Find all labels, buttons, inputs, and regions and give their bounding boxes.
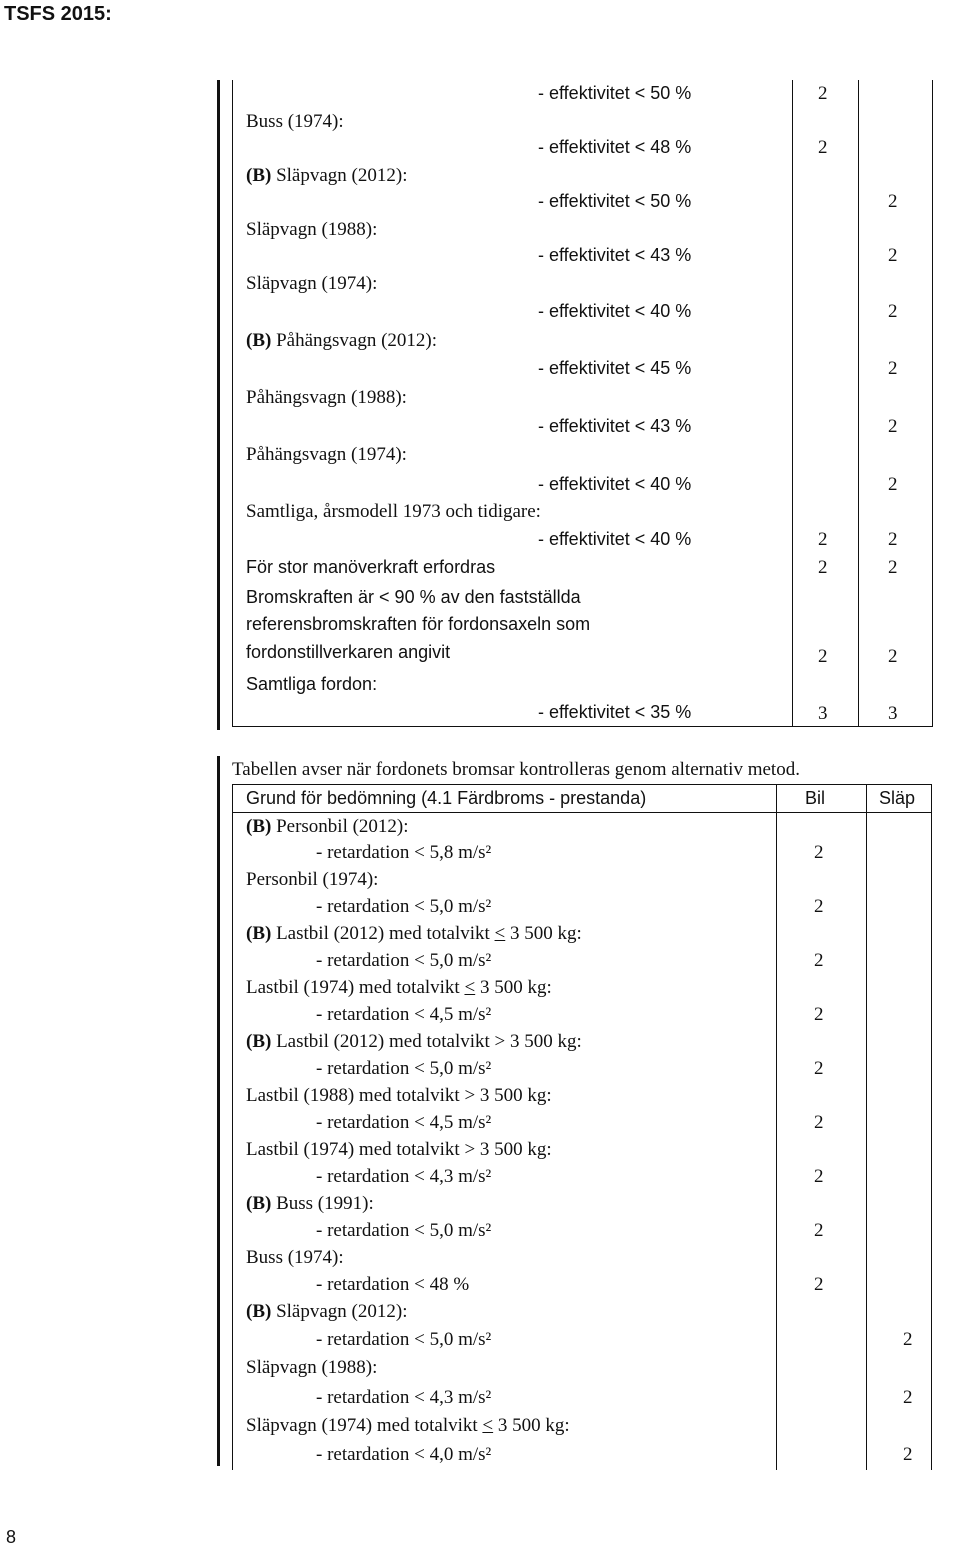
t2-label-text: Buss (1974):	[246, 1247, 344, 1268]
t1-manover-text: För stor manöverkraft erfordras	[246, 557, 496, 577]
t1-row-slap-value: 2	[888, 474, 898, 495]
t1-label-text: Påhängsvagn (1974):	[246, 444, 407, 465]
t1-row-criterion: - effektivitet < 40 %	[538, 474, 692, 494]
t1-row-bil-value: 2	[818, 83, 828, 104]
t2-criterion-text: - retardation < 4,5	[316, 1112, 454, 1133]
t1-row-criterion: - effektivitet < 40 %	[538, 301, 692, 321]
t2-criterion-text: - retardation < 5,0	[316, 896, 454, 917]
t1-bil-border	[792, 80, 793, 727]
t1-label-text: Påhängsvagn (1988):	[246, 387, 407, 408]
t2-unit-sup: ²	[485, 1058, 492, 1079]
t2-b-marker: (B)	[246, 1301, 272, 1322]
t1-samtliga-slap: 3	[888, 703, 898, 724]
t1-bromskraft-line: Bromskraften är < 90 % av den fastställda	[246, 587, 581, 607]
t2-label-text: Släpvagn (2012):	[276, 1301, 408, 1322]
t2-header-grund: Grund för bedömning (4.1 Färdbroms - prestanda)	[246, 788, 647, 808]
t2-unit: m/s	[458, 1387, 486, 1408]
t2-row-slap-value: 2	[903, 1444, 913, 1465]
t2-row-criterion	[316, 1167, 491, 1186]
t2-row-label	[246, 978, 552, 997]
t2-b-marker: (B)	[246, 1193, 272, 1214]
t1-label-text: Släpvagn (1988):	[246, 219, 378, 240]
leq-symbol: <	[494, 923, 506, 944]
t2-unit: m/s	[458, 1444, 486, 1465]
t1-manover-bil: 2	[818, 557, 828, 578]
t2-row-label	[246, 1086, 552, 1105]
t1-samtliga-bil: 3	[818, 703, 828, 724]
t1-row-criterion: - effektivitet < 50 %	[538, 83, 692, 103]
t2-row-criterion	[316, 843, 491, 862]
t2-unit-sup: ²	[485, 1004, 492, 1025]
t1-bromskraft-line: referensbromskraften för fordonsaxeln som	[246, 614, 591, 634]
t2-row-bil-value: 2	[814, 1112, 824, 1133]
t2-row-label	[246, 924, 582, 943]
t2-criterion-text: - retardation < 5,0	[316, 950, 454, 971]
t2-unit: m/s	[458, 1058, 486, 1079]
t2-row-criterion	[316, 1221, 491, 1240]
t2-left-border	[232, 784, 233, 1470]
t1-row-criterion: - effektivitet < 40 %	[538, 529, 692, 549]
t2-b-marker: (B)	[246, 923, 272, 944]
t1-row-criterion: - effektivitet < 45 %	[538, 358, 692, 378]
t1-row-label	[246, 388, 407, 407]
t2-row-bil-value: 2	[814, 842, 824, 863]
t2-label-text: Lastbil (2012) med totalvikt	[276, 923, 490, 944]
t2-header-bil: Bil	[805, 788, 826, 808]
t2-label-text: Personbil (2012):	[276, 816, 409, 837]
t2-unit-sup: ²	[485, 1329, 492, 1350]
t1-row-slap-value: 2	[888, 301, 898, 322]
t2-bil-border	[776, 784, 777, 1470]
leq-symbol: <	[482, 1415, 494, 1436]
t2-row-bil-value: 2	[814, 896, 824, 917]
leq-symbol: <	[464, 977, 476, 998]
t2-row-label	[246, 1032, 582, 1051]
t1-label-text: Släpvagn (1974):	[246, 273, 378, 294]
t2-label-text: Lastbil (1974) med totalvikt > 3 500 kg:	[246, 1139, 552, 1160]
t2-row-bil-value: 2	[814, 1274, 824, 1295]
t1-row-label	[246, 220, 377, 239]
t2-unit: m/s	[458, 950, 486, 971]
t2-unit: m/s	[458, 842, 486, 863]
t1-row-criterion: - effektivitet < 48 %	[538, 137, 692, 157]
t2-row-slap-value: 2	[903, 1387, 913, 1408]
t2-row-criterion	[316, 1113, 491, 1132]
t1-samtliga-criterion: - effektivitet < 35 %	[538, 702, 692, 722]
t1-row-criterion: - effektivitet < 43 %	[538, 416, 692, 436]
t1-row-bil-value: 2	[818, 137, 828, 158]
t2-row-label	[246, 1194, 374, 1213]
t2-label-tail: 3 500 kg:	[475, 977, 552, 998]
t2-label-text: Lastbil (1974) med totalvikt	[246, 977, 460, 998]
t2-row-criterion	[316, 1059, 491, 1078]
t2-row-criterion	[316, 897, 491, 916]
t2-label-text: Lastbil (1988) med totalvikt > 3 500 kg:	[246, 1085, 552, 1106]
t1-row-bil-value: 2	[818, 529, 828, 550]
revision-bar-top	[217, 80, 220, 730]
t2-unit: m/s	[458, 896, 486, 917]
t2-row-bil-value: 2	[814, 1004, 824, 1025]
t1-row-label	[246, 502, 541, 521]
page-header-title: TSFS 2015:	[4, 3, 112, 25]
t2-header-bottom-border	[232, 812, 932, 813]
t1-b-marker: (B)	[246, 165, 272, 186]
t2-label-text: Släpvagn (1988):	[246, 1357, 378, 1378]
t2-row-bil-value: 2	[814, 1058, 824, 1079]
t1-row-label	[246, 445, 407, 464]
t1-left-border	[232, 80, 233, 727]
t2-b-marker: (B)	[246, 816, 272, 837]
t2-criterion-text: - retardation < 5,0	[316, 1329, 454, 1350]
t2-criterion-text: - retardation < 5,0	[316, 1220, 454, 1241]
t2-row-label	[246, 1248, 344, 1267]
t2-row-criterion	[316, 1388, 491, 1407]
t2-right-border	[931, 784, 932, 1470]
t2-criterion-text: - retardation < 5,0	[316, 1058, 454, 1079]
t2-label-text: Personbil (1974):	[246, 869, 379, 890]
t1-label-text: Släpvagn (2012):	[276, 165, 408, 186]
t2-row-criterion	[316, 1005, 491, 1024]
t2-label-text: Buss (1991):	[276, 1193, 374, 1214]
t2-unit-sup: ²	[485, 950, 492, 971]
t2-label-tail: 3 500 kg:	[493, 1415, 570, 1436]
t1-bottom-border	[232, 726, 933, 727]
t2-unit-sup: ²	[485, 1166, 492, 1187]
t1-slap-border	[858, 80, 859, 727]
t2-unit: m/s	[458, 1166, 486, 1187]
t2-row-bil-value: 2	[814, 950, 824, 971]
t2-criterion-text: - retardation < 4,5	[316, 1004, 454, 1025]
t1-row-slap-value: 2	[888, 529, 898, 550]
t2-criterion-text: - retardation < 4,3	[316, 1166, 454, 1187]
t1-row-slap-value: 2	[888, 191, 898, 212]
t2-row-label	[246, 1358, 377, 1377]
t2-slap-border	[866, 784, 867, 1470]
t2-row-criterion	[316, 951, 491, 970]
t1-row-criterion: - effektivitet < 43 %	[538, 245, 692, 265]
t2-unit-sup: ²	[485, 896, 492, 917]
t1-row-slap-value: 2	[888, 416, 898, 437]
t1-bromskraft-line: fordonstillverkaren angivit	[246, 642, 451, 662]
t1-row-slap-value: 2	[888, 245, 898, 266]
t2-criterion-text: - retardation < 5,8	[316, 842, 454, 863]
t2-unit: m/s	[458, 1220, 486, 1241]
t1-manover-slap: 2	[888, 557, 898, 578]
t2-unit-sup: ²	[485, 1444, 492, 1465]
t1-label-text: Buss (1974):	[246, 111, 344, 132]
t1-samtliga-label: Samtliga fordon:	[246, 674, 378, 694]
t2-unit-sup: ²	[485, 1112, 492, 1133]
t2-row-label	[246, 870, 378, 889]
t2-unit: m/s	[458, 1112, 486, 1133]
t2-b-marker: (B)	[246, 1031, 272, 1052]
t1-right-border	[932, 80, 933, 727]
t2-row-label	[246, 817, 409, 836]
t1-bromskraft-slap: 2	[888, 646, 898, 667]
t2-row-bil-value: 2	[814, 1220, 824, 1241]
t2-criterion-text: - retardation < 48 %	[316, 1274, 470, 1295]
table-caption: Tabellen avser när fordonets bromsar kontrolleras genom alternativ metod.	[232, 759, 800, 780]
page-number: 8	[6, 1527, 17, 1547]
t2-row-label	[246, 1140, 552, 1159]
t2-row-bil-value: 2	[814, 1166, 824, 1187]
t2-header-slap: Släp	[879, 788, 916, 808]
t2-row-criterion	[316, 1275, 469, 1294]
t2-row-criterion	[316, 1445, 491, 1464]
t2-row-criterion	[316, 1330, 491, 1349]
t2-label-tail: 3 500 kg:	[505, 923, 582, 944]
revision-bar-bottom	[217, 756, 220, 1466]
t1-row-slap-value: 2	[888, 358, 898, 379]
t2-unit: m/s	[458, 1329, 486, 1350]
t1-row-label	[246, 166, 407, 185]
t2-row-slap-value: 2	[903, 1329, 913, 1350]
t2-criterion-text: - retardation < 4,3	[316, 1387, 454, 1408]
t2-unit-sup: ²	[485, 1387, 492, 1408]
t2-top-border	[232, 784, 932, 785]
t2-unit-sup: ²	[485, 1220, 492, 1241]
t2-row-label	[246, 1302, 407, 1321]
t1-row-label	[246, 274, 377, 293]
t2-label-text: Släpvagn (1974) med totalvikt	[246, 1415, 478, 1436]
t1-row-label	[246, 112, 344, 131]
t2-unit-sup: ²	[485, 842, 492, 863]
t2-unit: m/s	[458, 1004, 486, 1025]
t1-label-text: Påhängsvagn (2012):	[276, 330, 438, 351]
t1-label-text: Samtliga, årsmodell 1973 och tidigare:	[246, 501, 541, 522]
t1-bromskraft-bil: 2	[818, 646, 828, 667]
t1-row-criterion: - effektivitet < 50 %	[538, 191, 692, 211]
t1-b-marker: (B)	[246, 330, 272, 351]
t2-label-text: Lastbil (2012) med totalvikt > 3 500 kg:	[276, 1031, 582, 1052]
t2-criterion-text: - retardation < 4,0	[316, 1444, 454, 1465]
t2-row-label	[246, 1416, 570, 1435]
t1-row-label	[246, 331, 437, 350]
